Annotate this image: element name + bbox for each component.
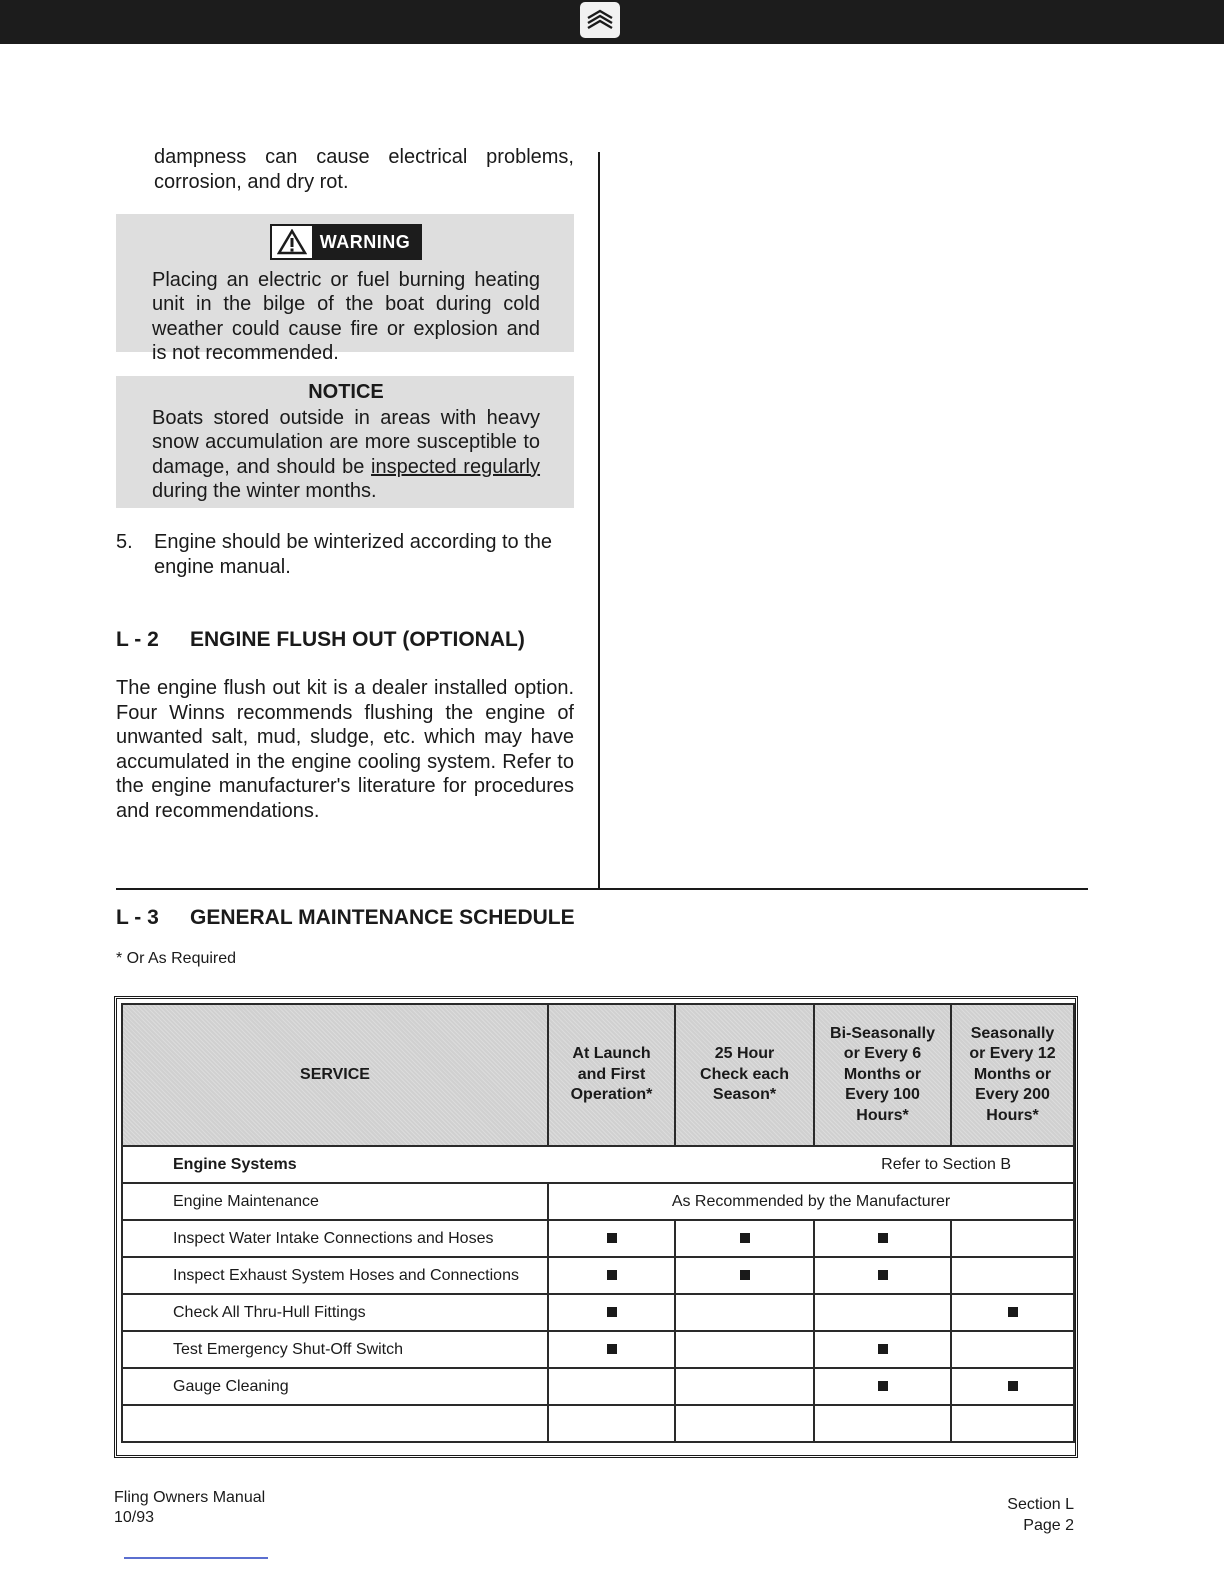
check-square-icon bbox=[740, 1270, 750, 1280]
header-bi-seasonally: Bi-Seasonally or Every 6 Months or Every 100 Hours* bbox=[814, 1004, 951, 1146]
notice-text bbox=[152, 406, 540, 504]
check-square-icon bbox=[607, 1233, 617, 1243]
header-at-launch: At Launch and First Operation* bbox=[548, 1004, 675, 1146]
schedule-note: * Or As Required bbox=[116, 950, 237, 967]
interval-cell bbox=[814, 1331, 951, 1368]
warning-label: WARNING bbox=[319, 231, 411, 252]
interval-cell bbox=[951, 1257, 1074, 1294]
interval-cell bbox=[675, 1220, 814, 1257]
warning-text: Placing an electric or fuel burning heating unit in the bilge of the boat during cold weather could cause fire or explosion and is not recommended. bbox=[152, 268, 540, 364]
interval-cell bbox=[548, 1220, 675, 1257]
footer-date: 10/93 bbox=[114, 1509, 155, 1526]
interval-cell bbox=[951, 1331, 1074, 1368]
interval-cell bbox=[814, 1405, 951, 1442]
table-row bbox=[122, 1405, 1074, 1442]
interval-cell bbox=[548, 1405, 675, 1442]
check-square-icon bbox=[607, 1344, 617, 1354]
schedule-rows bbox=[122, 1220, 1074, 1442]
section-l2-title: ENGINE FLUSH OUT (OPTIONAL) bbox=[190, 628, 525, 651]
table-row bbox=[122, 1294, 1074, 1331]
table-row bbox=[122, 1220, 1074, 1257]
section-l2-body: The engine flush out kit is a dealer installed option. Four Winns recommends flushing the engine of unwanted salt, mud, sludge, etc. which may have accumulated in the engine cooling system. Refer to the engine manufacturer's literature for procedures and recommendations. bbox=[116, 677, 574, 822]
interval-cell bbox=[814, 1220, 951, 1257]
interval-cell bbox=[951, 1220, 1074, 1257]
notice-title: NOTICE bbox=[308, 381, 384, 403]
interval-cell bbox=[814, 1294, 951, 1331]
footer-left bbox=[114, 1488, 265, 1528]
interval-cell bbox=[675, 1257, 814, 1294]
engine-systems-refer: Refer to Section B bbox=[881, 1155, 1011, 1173]
footer-right bbox=[1007, 1494, 1074, 1536]
step-text: Engine should be winterized according to the engine manual. bbox=[154, 531, 553, 578]
interval-cell bbox=[548, 1331, 675, 1368]
check-square-icon bbox=[740, 1233, 750, 1243]
engine-maintenance-label: Engine Maintenance bbox=[122, 1183, 548, 1220]
check-square-icon bbox=[607, 1307, 617, 1317]
warning-box bbox=[116, 214, 574, 364]
interval-cell bbox=[548, 1257, 675, 1294]
section-l3-title: GENERAL MAINTENANCE SCHEDULE bbox=[190, 906, 575, 929]
interval-cell bbox=[814, 1257, 951, 1294]
footer-page: Page 2 bbox=[1023, 1517, 1074, 1534]
engine-maintenance-row bbox=[122, 1183, 1074, 1220]
check-square-icon bbox=[878, 1344, 888, 1354]
top-bar bbox=[0, 0, 1224, 44]
footer-manual: Fling Owners Manual bbox=[114, 1489, 266, 1506]
warning-badge bbox=[270, 224, 423, 260]
interval-cell bbox=[951, 1368, 1074, 1405]
notice-text-before: Boats stored outside in areas with heavy snow accumulation are more susceptible to damage, and should be bbox=[152, 406, 540, 478]
notice-text-after: during the winter months. bbox=[152, 480, 377, 502]
check-square-icon bbox=[1008, 1307, 1018, 1317]
section-divider bbox=[116, 888, 1088, 890]
check-square-icon bbox=[878, 1270, 888, 1280]
table-row bbox=[122, 1368, 1074, 1405]
interval-cell bbox=[548, 1368, 675, 1405]
engine-systems-row bbox=[122, 1146, 1074, 1183]
step-5 bbox=[116, 530, 574, 579]
schedule-table bbox=[121, 1003, 1075, 1443]
section-l2-heading bbox=[116, 628, 574, 652]
interval-cell bbox=[675, 1368, 814, 1405]
table-row bbox=[122, 1331, 1074, 1368]
warning-triangle-icon bbox=[272, 226, 312, 258]
step-number: 5. bbox=[116, 531, 133, 553]
interval-cell bbox=[951, 1294, 1074, 1331]
notice-box bbox=[116, 376, 574, 508]
engine-systems-label: Engine Systems bbox=[173, 1155, 297, 1173]
header-seasonally: Seasonally or Every 12 Months or Every 200 Hours* bbox=[951, 1004, 1074, 1146]
section-l2-number: L - 2 bbox=[116, 628, 159, 651]
interval-cell bbox=[675, 1405, 814, 1442]
service-cell: Check All Thru-Hull Fittings bbox=[122, 1294, 548, 1331]
interval-cell bbox=[675, 1331, 814, 1368]
section-l3-number: L - 3 bbox=[116, 906, 159, 929]
interval-cell bbox=[548, 1294, 675, 1331]
interval-cell bbox=[675, 1294, 814, 1331]
service-cell: Inspect Water Intake Connections and Hoses bbox=[122, 1220, 548, 1257]
service-cell bbox=[122, 1405, 548, 1442]
header-row bbox=[122, 1004, 1074, 1146]
interval-cell bbox=[951, 1405, 1074, 1442]
four-winns-logo-icon bbox=[580, 2, 620, 38]
scan-mark bbox=[124, 1557, 268, 1559]
engine-maintenance-note: As Recommended by the Manufacturer bbox=[548, 1183, 1074, 1220]
check-square-icon bbox=[878, 1233, 888, 1243]
check-square-icon bbox=[878, 1381, 888, 1391]
service-cell: Test Emergency Shut-Off Switch bbox=[122, 1331, 548, 1368]
service-cell: Inspect Exhaust System Hoses and Connections bbox=[122, 1257, 548, 1294]
header-service: SERVICE bbox=[122, 1004, 548, 1146]
warning-header bbox=[152, 224, 540, 262]
column-divider bbox=[598, 152, 600, 888]
notice-text-underlined: inspected regularly bbox=[371, 455, 541, 478]
section-l3-heading bbox=[116, 906, 575, 930]
table-row bbox=[122, 1257, 1074, 1294]
interval-cell bbox=[814, 1368, 951, 1405]
left-column bbox=[116, 145, 574, 823]
service-cell: Gauge Cleaning bbox=[122, 1368, 548, 1405]
check-square-icon bbox=[607, 1270, 617, 1280]
maintenance-schedule-table bbox=[114, 996, 1078, 1458]
header-25-hour: 25 Hour Check each Season* bbox=[675, 1004, 814, 1146]
check-square-icon bbox=[1008, 1381, 1018, 1391]
intro-text: dampness can cause electrical problems, corrosion, and dry rot. bbox=[154, 146, 574, 193]
footer-section: Section L bbox=[1007, 1496, 1074, 1513]
